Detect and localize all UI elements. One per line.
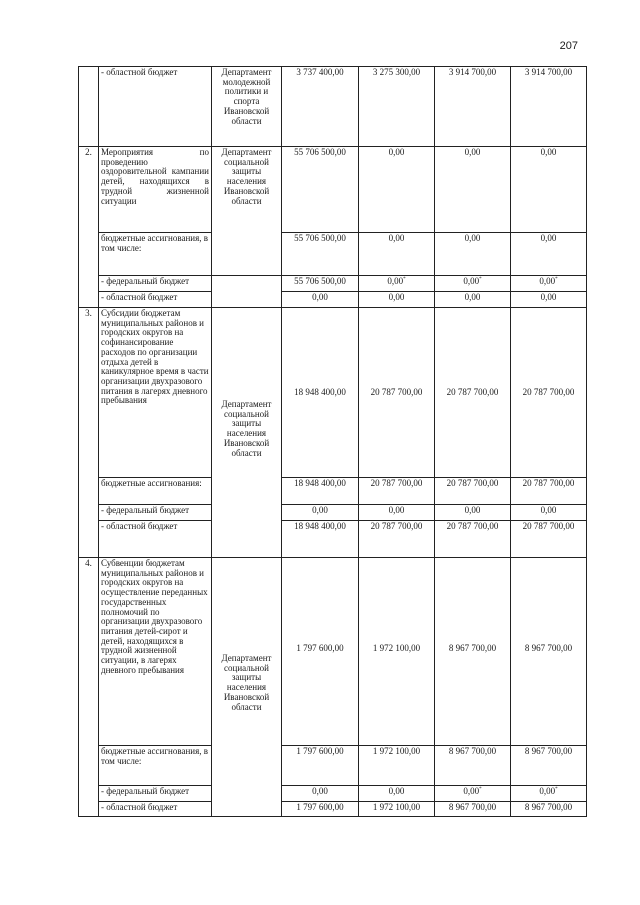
value-cell: 0,00* — [435, 276, 511, 292]
row-name-cell: Субвенции бюджетам муниципальных районов и городских округов на осуществление переданных государственных полномочий по организации двухразового питания детей-сирот и детей, находящихся в трудной жизненной ситуации, в лагерях дневного пребывания — [99, 558, 212, 746]
value-cell: 0,00* — [435, 786, 511, 802]
value-cell: 0,00 — [282, 786, 359, 802]
value-cell: 0,00 — [282, 505, 359, 521]
value-cell: 18 948 400,00 — [282, 521, 359, 558]
table-row — [79, 478, 587, 505]
department-cell: Департамент социальной защиты населения Ивановской области — [212, 308, 282, 558]
footnote-mark: * — [479, 787, 482, 792]
value-cell: 0,00 — [282, 292, 359, 308]
value-cell: 0,00* — [511, 276, 587, 292]
value-cell: 0,00* — [359, 276, 435, 292]
value-cell: 0,00 — [359, 147, 435, 233]
row-name-cell: бюджетные ассигнования: — [99, 478, 212, 505]
value-cell: 0,00 — [359, 292, 435, 308]
value-cell: 1 972 100,00 — [359, 558, 435, 746]
value-cell: 3 275 300,00 — [359, 67, 435, 147]
page-number: 207 — [559, 40, 578, 52]
department-cell: Департамент социальной защиты населения Ивановской области — [212, 147, 282, 276]
value-cell: 8 967 700,00 — [435, 746, 511, 786]
value-cell: 0,00 — [511, 505, 587, 521]
value-cell: 0,00 — [435, 147, 511, 233]
value-cell: 20 787 700,00 — [359, 521, 435, 558]
value-cell: 1 972 100,00 — [359, 746, 435, 786]
value-cell: 3 737 400,00 — [282, 67, 359, 147]
value-cell: 8 967 700,00 — [435, 558, 511, 746]
value-cell: 55 706 500,00 — [282, 276, 359, 292]
footnote-mark: * — [555, 277, 558, 282]
footnote-mark: * — [403, 277, 406, 282]
value-cell: 1 797 600,00 — [282, 558, 359, 746]
value-cell: 20 787 700,00 — [511, 478, 587, 505]
value-cell: 55 706 500,00 — [282, 233, 359, 276]
value-cell: 0,00 — [511, 292, 587, 308]
value-cell: 0,00 — [511, 147, 587, 233]
value-cell: 20 787 700,00 — [435, 478, 511, 505]
value-cell: 20 787 700,00 — [511, 521, 587, 558]
row-name-cell: - областной бюджет — [99, 67, 212, 147]
row-name-cell: - областной бюджет — [99, 292, 212, 308]
value-cell: 0,00 — [435, 292, 511, 308]
row-name-cell: - федеральный бюджет — [99, 505, 212, 521]
value-cell: 20 787 700,00 — [435, 521, 511, 558]
table-row — [79, 292, 587, 308]
table-row — [79, 558, 587, 746]
value-cell: 8 967 700,00 — [511, 802, 587, 817]
value-cell: 55 706 500,00 — [282, 147, 359, 233]
row-number-cell: 2. — [79, 147, 99, 308]
row-number-cell: 4. — [79, 558, 99, 817]
row-number-cell — [79, 67, 99, 147]
row-name-cell: Мероприятия по проведению оздоровительной кампании детей, находящихся в трудной жизненной ситуации — [99, 147, 212, 233]
value-cell: 20 787 700,00 — [359, 478, 435, 505]
row-name-cell: - федеральный бюджет — [99, 786, 212, 802]
value-cell: 0,00 — [435, 233, 511, 276]
value-cell: 18 948 400,00 — [282, 478, 359, 505]
row-name-cell: бюджетные ассигнования, в том числе: — [99, 746, 212, 786]
value-cell: 0,00 — [359, 505, 435, 521]
value-cell: 0,00* — [511, 786, 587, 802]
value-cell: 20 787 700,00 — [511, 308, 587, 478]
value-cell: 20 787 700,00 — [435, 308, 511, 478]
table-row — [79, 802, 587, 817]
row-name-cell: бюджетные ассигнования, в том числе: — [99, 233, 212, 276]
value-cell: 8 967 700,00 — [511, 558, 587, 746]
value-cell: 1 797 600,00 — [282, 746, 359, 786]
value-cell: 0,00 — [359, 786, 435, 802]
department-cell: Департамент молодежной политики и спорта Ивановской области — [212, 67, 282, 147]
table-row — [79, 308, 587, 478]
table-row — [79, 276, 587, 292]
department-cell: Департамент социальной защиты населения Ивановской области — [212, 558, 282, 817]
value-cell: 18 948 400,00 — [282, 308, 359, 478]
row-name-cell: - федеральный бюджет — [99, 276, 212, 292]
footnote-mark: * — [555, 787, 558, 792]
table-row — [79, 746, 587, 786]
table-row — [79, 786, 587, 802]
table-row — [79, 67, 587, 147]
row-name-cell: - областной бюджет — [99, 521, 212, 558]
value-cell: 0,00 — [511, 233, 587, 276]
row-name-cell: Субсидии бюджетам муниципальных районов и городских округов на софинансирование расходов по организации отдыха детей в каникулярное время в части организации двухразового питания в лагерях дневного пребывания — [99, 308, 212, 478]
row-name-cell: - областной бюджет — [99, 802, 212, 817]
budget-table — [78, 66, 587, 817]
value-cell: 1 972 100,00 — [359, 802, 435, 817]
table-row — [79, 505, 587, 521]
footnote-mark: * — [479, 277, 482, 282]
table-row — [79, 147, 587, 233]
value-cell: 1 797 600,00 — [282, 802, 359, 817]
value-cell: 0,00 — [435, 505, 511, 521]
value-cell: 8 967 700,00 — [511, 746, 587, 786]
value-cell: 3 914 700,00 — [511, 67, 587, 147]
department-cell — [212, 276, 282, 308]
row-number-cell: 3. — [79, 308, 99, 558]
value-cell: 8 967 700,00 — [435, 802, 511, 817]
value-cell: 0,00 — [359, 233, 435, 276]
value-cell: 3 914 700,00 — [435, 67, 511, 147]
table-row — [79, 233, 587, 276]
table-row — [79, 521, 587, 558]
value-cell: 20 787 700,00 — [359, 308, 435, 478]
